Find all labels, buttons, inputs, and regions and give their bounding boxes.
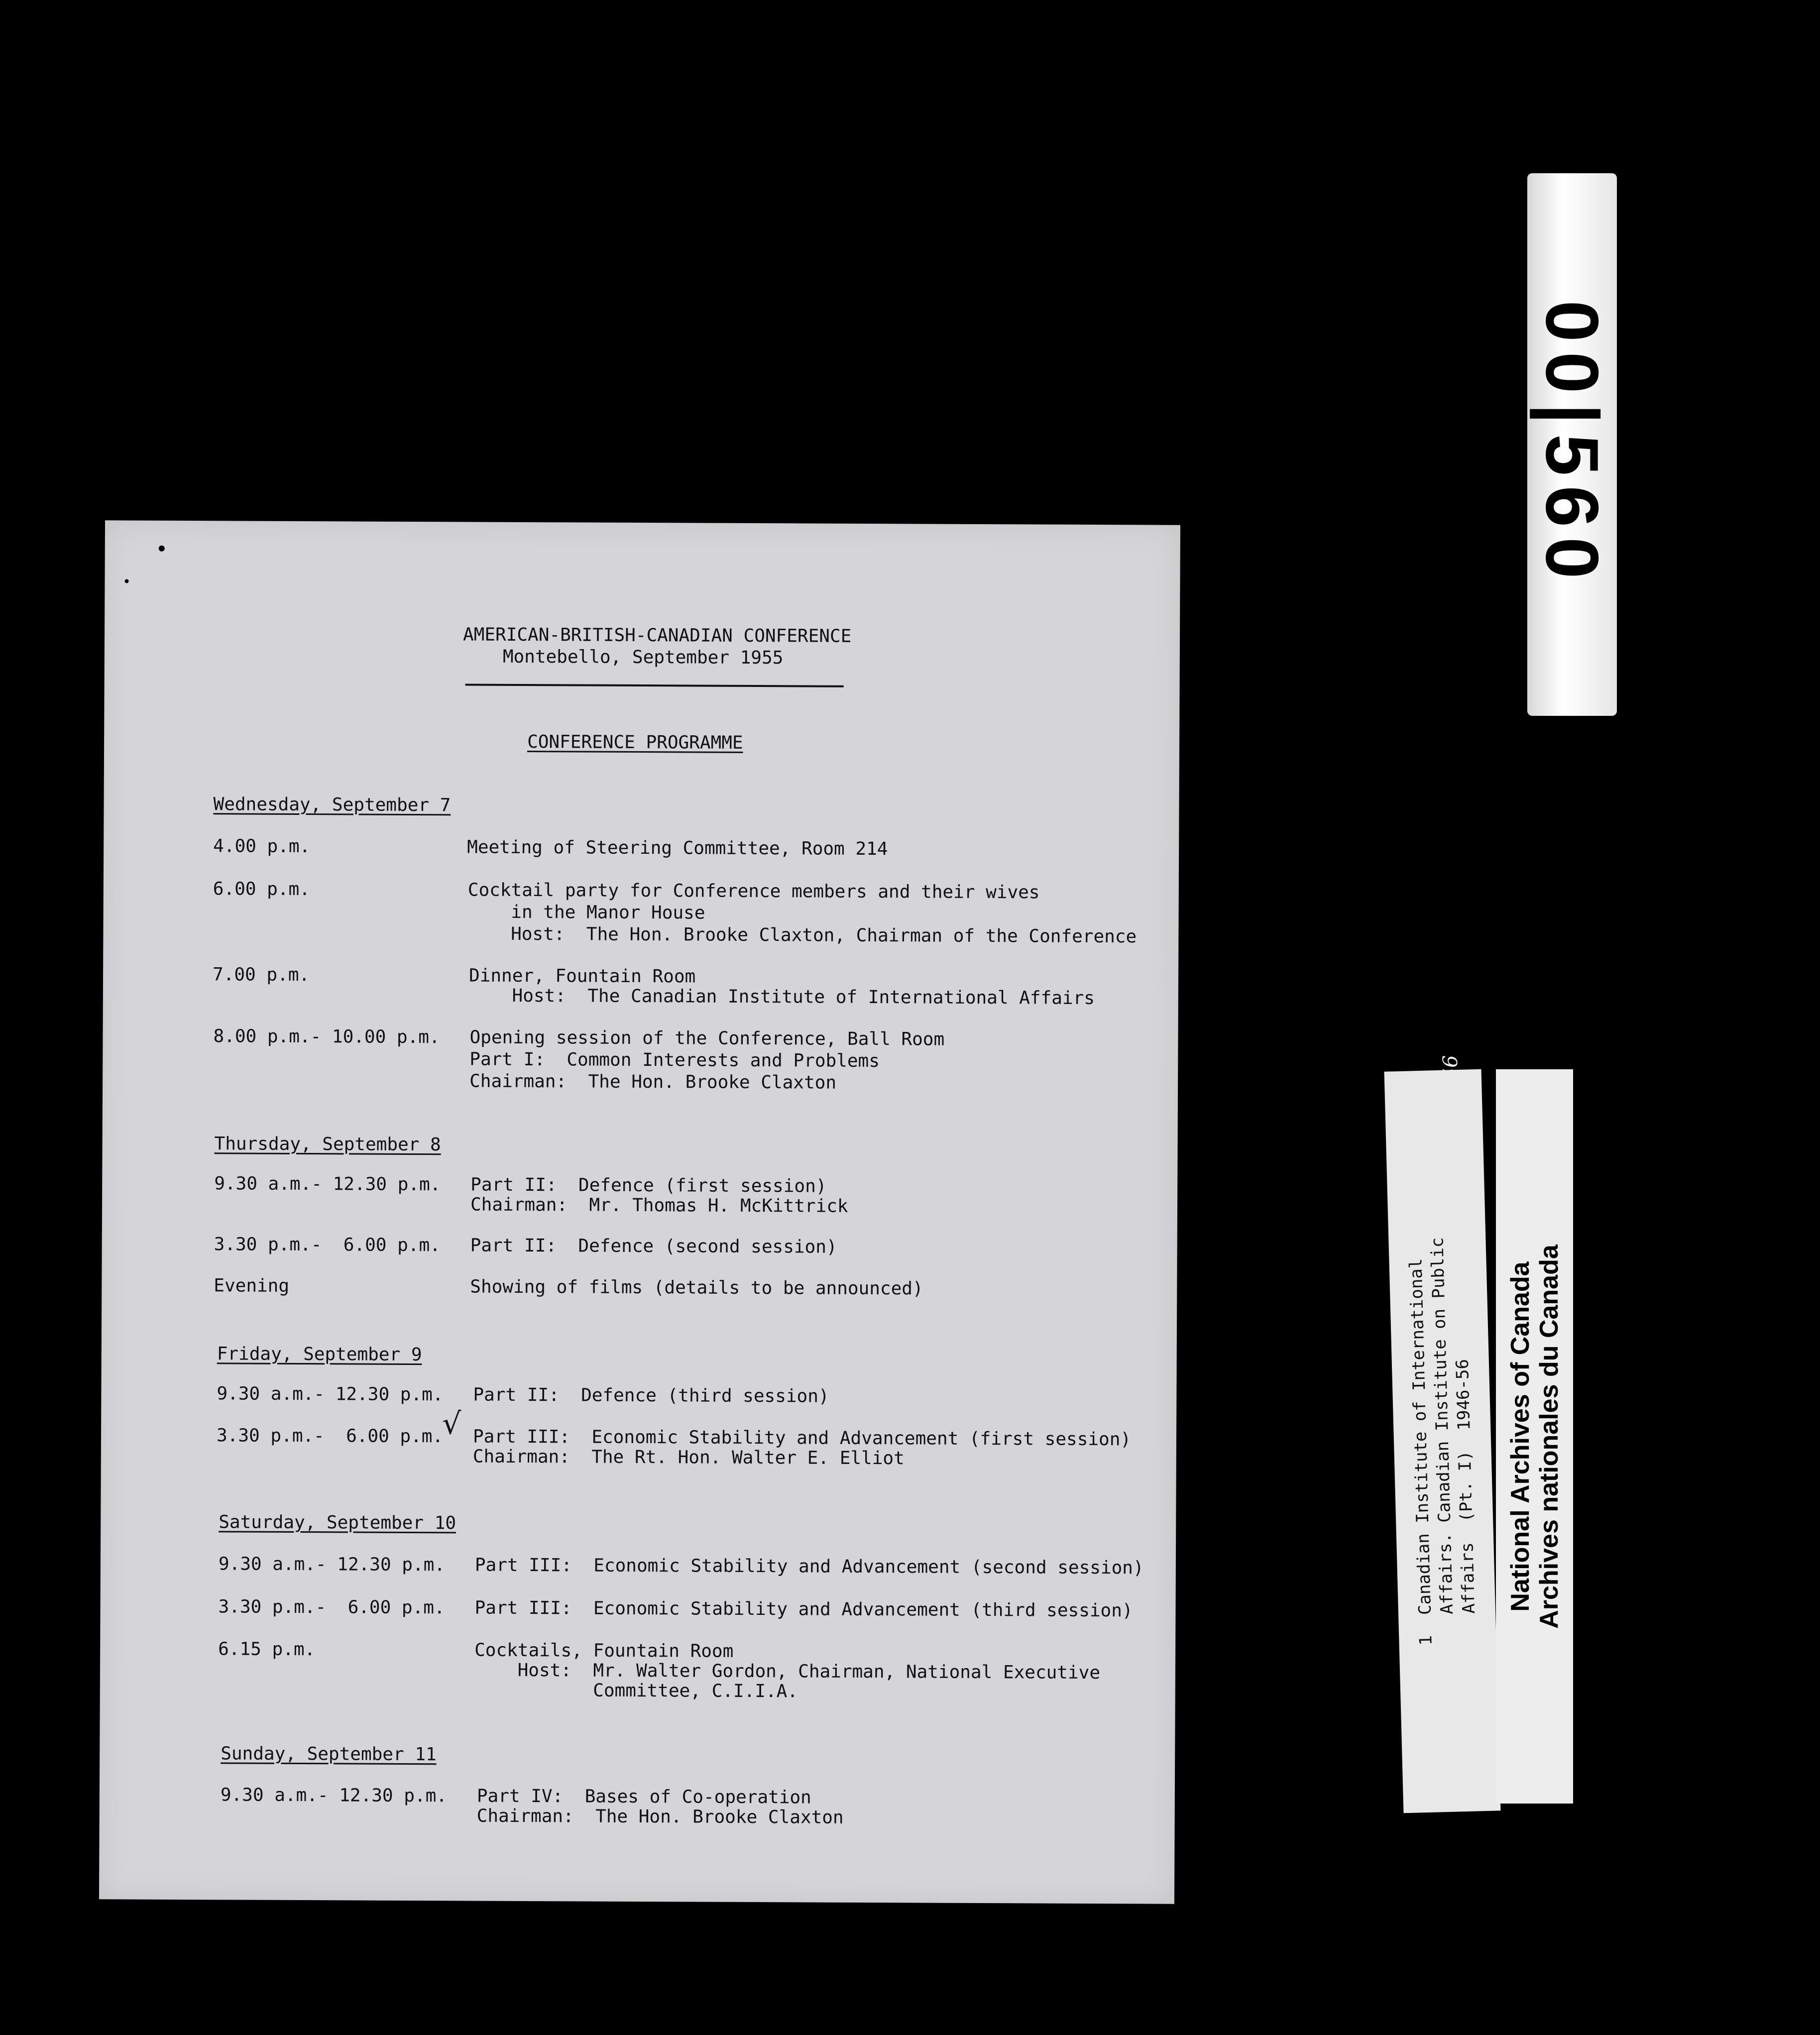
schedule-entry bbox=[218, 1638, 1263, 1702]
entry-line: Host: The Hon. Brooke Claxton, Chairman of the Conference bbox=[467, 923, 1137, 947]
entry-line: Showing of films (details to be announced) bbox=[470, 1276, 923, 1299]
file-label-line: Affairs (Pt. I) 1946-56 bbox=[1452, 1358, 1480, 1645]
archives-label-text bbox=[1506, 1244, 1564, 1629]
document-sheet bbox=[99, 520, 1180, 1904]
entry-line: Cocktails, Fountain Room bbox=[474, 1640, 734, 1662]
handwritten-check-mark: √ bbox=[442, 1406, 461, 1442]
entry-line: Chairman: The Hon. Brooke Claxton bbox=[476, 1806, 844, 1828]
entry-time: 8.00 p.m.- 10.00 p.m. bbox=[213, 1026, 440, 1048]
archives-label bbox=[1496, 1069, 1573, 1804]
entry-time: 3.30 p.m.- 6.00 p.m. bbox=[218, 1596, 445, 1618]
entry-line: Part II: Defence (third session) bbox=[473, 1384, 829, 1407]
entry-time: 6.00 p.m. bbox=[213, 879, 310, 900]
entry-time: 3.30 p.m.- 6.00 p.m. bbox=[214, 1234, 441, 1256]
schedule-entry bbox=[220, 1784, 1266, 1828]
header-line-2: Montebello, September 1955 bbox=[502, 646, 784, 669]
entry-line: Meeting of Steering Committee, Room 214 bbox=[467, 837, 888, 860]
entry-line: Part II: Defence (second session) bbox=[470, 1235, 837, 1257]
file-description-text bbox=[1404, 1237, 1480, 1646]
file-label-line: 1 Canadian Institute of International bbox=[1405, 1258, 1436, 1646]
entry-time: 3.30 p.m.- 6.00 p.m. bbox=[216, 1425, 444, 1447]
document-header bbox=[463, 624, 886, 670]
entry-line: Committee, C.I.I.A. bbox=[474, 1680, 798, 1702]
entry-line: Part III: Economic Stability and Advancement (second session) bbox=[474, 1555, 1144, 1579]
archives-name-english: National Archives of Canada bbox=[1505, 1261, 1535, 1612]
entry-line: Chairman: Mr. Thomas H. McKittrick bbox=[470, 1194, 848, 1217]
entry-line: Opening session of the Conference, Ball Room bbox=[469, 1027, 945, 1050]
day-heading: Friday, September 9 bbox=[217, 1344, 422, 1365]
schedule-entry bbox=[214, 1275, 1259, 1299]
schedule-entry bbox=[214, 1173, 1259, 1217]
entry-line: Chairman: The Hon. Brooke Claxton bbox=[469, 1071, 837, 1093]
frame-number-label bbox=[1527, 173, 1617, 716]
entry-line: Part IV: Bases of Co-operation bbox=[476, 1786, 811, 1808]
schedule-entry bbox=[213, 1025, 1259, 1093]
entry-time: Evening bbox=[214, 1275, 290, 1296]
header-rule bbox=[465, 683, 844, 687]
entry-line: Dinner, Fountain Room bbox=[468, 965, 696, 987]
day-heading: Sunday, September 11 bbox=[221, 1743, 437, 1765]
entry-time: 9.30 a.m.- 12.30 p.m. bbox=[220, 1785, 448, 1807]
entry-line: Host: The Canadian Institute of International Affairs bbox=[468, 985, 1095, 1009]
entry-time: 9.30 a.m.- 12.30 p.m. bbox=[214, 1173, 441, 1195]
schedule-entry bbox=[216, 1425, 1262, 1469]
entry-time: 9.30 a.m.- 12.30 p.m. bbox=[218, 1554, 446, 1576]
schedule-entry bbox=[218, 1596, 1264, 1621]
entry-line: Part I: Common Interests and Problems bbox=[469, 1049, 880, 1072]
entry-time: 9.30 a.m.- 12.30 p.m. bbox=[217, 1383, 444, 1405]
schedule-entry bbox=[212, 964, 1258, 1009]
entry-line: Part III: Economic Stability and Advancement (first session) bbox=[472, 1426, 1132, 1450]
day-heading: Wednesday, September 7 bbox=[213, 794, 451, 816]
file-description-label bbox=[1384, 1069, 1501, 1813]
document-text bbox=[99, 520, 1180, 1904]
schedule-entry bbox=[213, 835, 1258, 860]
schedule-entry bbox=[214, 1234, 1259, 1257]
entry-line: Chairman: The Rt. Hon. Walter E. Elliot bbox=[472, 1446, 905, 1469]
day-heading: Thursday, September 8 bbox=[214, 1133, 441, 1155]
entry-line: in the Manor House bbox=[467, 902, 705, 923]
file-label-line: Affairs. Canadian Institute on Public bbox=[1427, 1237, 1458, 1645]
archives-name-french: Archives nationales du Canada bbox=[1534, 1244, 1564, 1629]
schedule-entry bbox=[213, 878, 1258, 947]
schedule-entry bbox=[218, 1553, 1264, 1579]
entry-time: 4.00 p.m. bbox=[213, 836, 311, 857]
entry-line: Part III: Economic Stability and Advancement (third session) bbox=[474, 1597, 1133, 1621]
entry-line: Part II: Defence (first session) bbox=[470, 1174, 827, 1197]
header-line-1: AMERICAN-BRITISH-CANADIAN CONFERENCE bbox=[462, 624, 852, 647]
entry-time: 6.15 p.m. bbox=[218, 1639, 316, 1660]
frame-number: 00|560 bbox=[1530, 300, 1614, 589]
schedule-entry bbox=[217, 1383, 1262, 1407]
programme-title: CONFERENCE PROGRAMME bbox=[527, 732, 743, 753]
entry-line: Cocktail party for Conference members and their wives bbox=[467, 880, 1040, 903]
entry-time: 7.00 p.m. bbox=[212, 964, 310, 986]
entry-line: Host: Mr. Walter Gordon, Chairman, National Executive bbox=[474, 1660, 1101, 1684]
day-heading: Saturday, September 10 bbox=[219, 1512, 456, 1534]
